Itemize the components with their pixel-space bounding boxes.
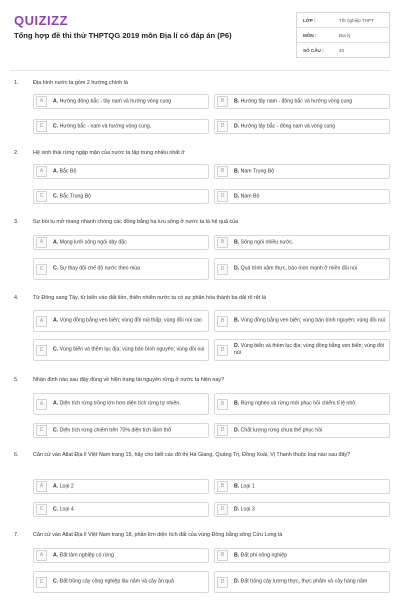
option-letter-box: A <box>36 96 47 107</box>
question-7-option-d[interactable] <box>214 571 390 593</box>
question-2-option-c[interactable] <box>33 189 209 204</box>
question-1-option-c[interactable] <box>33 119 209 134</box>
question-4-option-c[interactable] <box>33 339 209 361</box>
option-content: Đất phi nông nghiệp <box>240 552 288 558</box>
option-letter-box: B <box>217 399 228 410</box>
option-letter-box: B <box>217 166 228 177</box>
option-text <box>53 239 205 246</box>
option-text <box>234 483 386 490</box>
option-text <box>53 506 205 513</box>
option-label: A. <box>53 168 59 174</box>
option-text <box>53 483 205 490</box>
option-label: B. <box>234 317 240 324</box>
option-label: B. <box>234 168 240 174</box>
question-4-option-d[interactable] <box>214 339 390 361</box>
option-text <box>234 427 386 434</box>
question-6-option-b[interactable] <box>214 479 390 494</box>
option-letter-box: D <box>217 425 228 436</box>
option-label: C. <box>53 578 59 585</box>
question-3-option-b[interactable] <box>214 235 390 250</box>
option-label: D. <box>234 123 240 129</box>
option-letter-box: D <box>217 191 228 202</box>
option-letter-box: D <box>217 504 228 515</box>
question-4-option-a[interactable] <box>33 310 209 332</box>
question-text: Căn cứ vào Atlat Địa lí Việt Nam trang 15, hãy cho biết các đô thị Hà Giang, Quảng Trị, Đồng Xoài, Vị Thanh thuộc loại nào sau đây? <box>33 452 351 458</box>
option-letter-box: B <box>217 550 228 561</box>
option-text <box>53 318 205 325</box>
option-label: D. <box>234 578 240 585</box>
option-content: Bắc Trung Bộ <box>59 193 92 199</box>
question-2-option-b[interactable] <box>214 164 390 179</box>
question-3-option-a[interactable] <box>33 235 209 250</box>
option-letter-box: B <box>217 481 228 492</box>
question-5-option-b[interactable] <box>214 393 390 415</box>
option-label: C. <box>53 346 59 353</box>
question-4-option-b[interactable] <box>214 310 390 332</box>
option-content: Hướng tây nam - đông bắc và hướng vòng cung <box>240 98 353 104</box>
question-number: 3. <box>14 219 19 225</box>
option-content: Chất lượng rừng chưa thể phục hồi <box>240 427 323 433</box>
option-content: Loại 3 <box>240 506 255 512</box>
option-content: Nam Trung Bộ <box>240 168 275 174</box>
option-text <box>234 193 386 200</box>
option-content: Vùng biển và thềm lục địa; vùng bán bình nguyên; vùng đồi núi <box>59 346 205 353</box>
question-text: Nhận định nào sau đây đúng về hiện trạng tài nguyên rừng ở nước ta hiện nay? <box>33 377 225 383</box>
option-label: B. <box>234 98 240 104</box>
option-content: Loại 2 <box>59 483 74 489</box>
option-letter-box: C <box>36 504 47 515</box>
question-6-option-c[interactable] <box>33 502 209 517</box>
option-letter-box: D <box>217 121 228 132</box>
question-6-option-a[interactable] <box>33 479 209 494</box>
question-7-option-a[interactable] <box>33 548 209 563</box>
option-label: A. <box>53 98 59 104</box>
option-letter-box: D <box>217 264 228 275</box>
option-label: A. <box>53 400 59 407</box>
option-content: Hướng tây bắc - đông nam và vòng cung <box>240 123 336 129</box>
option-text <box>53 266 205 273</box>
option-content: Bắc Bộ <box>59 168 77 174</box>
option-content: Vùng đồng bằng ven biển; vùng đồi núi thấp; vùng đồi núi cao <box>59 317 202 324</box>
option-letter-box: B <box>217 316 228 327</box>
option-text <box>53 552 205 559</box>
question-text: Hệ sinh thái rừng ngập mặn của nước ta tập trung nhiều nhất ở <box>33 150 185 156</box>
option-label: C. <box>53 123 59 129</box>
option-label: D. <box>234 506 240 512</box>
option-label: C. <box>53 427 59 433</box>
question-number: 6. <box>14 452 19 458</box>
option-label: C. <box>53 506 59 512</box>
option-label: A. <box>53 483 59 489</box>
question-number: 4. <box>14 295 19 301</box>
option-text <box>53 427 205 434</box>
option-letter-box: A <box>36 481 47 492</box>
meta-class-label: LỚP : <box>303 18 316 23</box>
option-label: A. <box>53 317 59 324</box>
question-text: Căn cứ vào Atlat Địa lí Việt Nam trang 18, phần lớn diện tích đất của vùng Đồng bằng sông Cửu Long là <box>33 532 283 538</box>
option-letter-box: A <box>36 550 47 561</box>
meta-count-label: SỐ CÂU : <box>303 48 324 53</box>
question-number: 2. <box>14 150 19 156</box>
option-letter-box: C <box>36 577 47 588</box>
option-label: D. <box>234 427 240 433</box>
option-letter-box: A <box>36 316 47 327</box>
option-content: Loại 1 <box>240 483 255 489</box>
meta-count-value: 40 <box>339 48 345 53</box>
option-letter-box: A <box>36 166 47 177</box>
header-divider <box>10 70 390 71</box>
option-text <box>234 266 386 273</box>
option-content: Đất lâm nghiệp có rừng <box>59 552 114 558</box>
option-text <box>234 168 386 175</box>
document-title: Tổng hợp đề thi thử THPTQG 2019 môn Địa lí có đáp án (P6) <box>14 31 232 40</box>
option-letter-box: A <box>36 399 47 410</box>
option-text <box>53 347 205 354</box>
option-text <box>234 123 386 130</box>
question-3-option-d[interactable] <box>214 258 390 280</box>
meta-subject-label: MÔN : <box>303 33 317 38</box>
question-1-option-a[interactable] <box>33 94 209 109</box>
option-label: D. <box>234 193 240 199</box>
option-text <box>234 552 386 559</box>
question-number: 7. <box>14 532 19 538</box>
option-content: Hướng bắc - nam và hướng vòng cung. <box>59 123 152 129</box>
option-content: Mạng lưới sông ngòi dày đặc <box>59 239 127 245</box>
option-content: Hướng đông bắc - tây nam và hướng vòng cung <box>59 98 172 104</box>
option-label: B. <box>234 400 240 407</box>
question-number: 1. <box>14 80 19 86</box>
option-content: Sự thay đổi chế độ nước theo mùa <box>59 265 141 272</box>
meta-row-subject <box>297 28 389 43</box>
meta-info-box <box>296 12 390 58</box>
question-3-option-c[interactable] <box>33 258 209 280</box>
option-content: Sông ngòi nhiều nước. <box>240 239 294 245</box>
option-text <box>234 318 386 325</box>
option-text <box>234 343 386 357</box>
option-letter-box: C <box>36 425 47 436</box>
option-content: Diện tích rừng chiếm trên 70% diện tích lãnh thổ <box>59 427 171 433</box>
question-2-option-d[interactable] <box>214 189 390 204</box>
quizizz-logo: QUIZIZZ <box>14 13 69 28</box>
option-letter-box: C <box>36 264 47 275</box>
option-text <box>234 98 386 105</box>
option-content: Rừng nghèo và rừng mới phục hồi chiếm tỉ lệ nhỏ. <box>240 400 357 407</box>
document-header <box>0 0 400 64</box>
question-number: 5. <box>14 377 19 383</box>
option-content: Đất trồng cây công nghiệp lâu năm và cây ăn quả <box>59 578 174 585</box>
option-label: C. <box>53 193 59 199</box>
option-content: Quá trình xâm thực, bào mòn mạnh ở miền đồi núi <box>240 265 358 272</box>
option-content: Nam Bộ <box>240 193 260 199</box>
option-text <box>53 193 205 200</box>
option-text <box>234 239 386 246</box>
question-7-option-c[interactable] <box>33 571 209 593</box>
option-label: D. <box>234 343 240 349</box>
option-content: Vùng đồng bằng ven biển; vùng bán bình nguyên; vùng đồi núi <box>240 317 385 324</box>
question-7-option-b[interactable] <box>214 548 390 563</box>
meta-subject-value: Địa lý <box>339 33 351 38</box>
question-1-option-b[interactable] <box>214 94 390 109</box>
option-content: Vùng biển và thềm lục địa; vùng đồng bằng ven biển; vùng đồi núi <box>234 343 384 356</box>
option-text <box>234 401 386 408</box>
option-text <box>53 401 205 408</box>
option-letter-box: B <box>217 237 228 248</box>
question-1-option-d[interactable] <box>214 119 390 134</box>
option-text <box>53 123 205 130</box>
option-letter-box: C <box>36 345 47 356</box>
option-text <box>53 98 205 105</box>
question-6-option-d[interactable] <box>214 502 390 517</box>
option-content: Loại 4 <box>59 506 74 512</box>
option-label: B. <box>234 483 240 489</box>
question-text: Địa hình nước ta gồm 2 hướng chính là <box>33 80 128 86</box>
option-label: B. <box>234 552 240 558</box>
meta-row-class <box>297 13 389 28</box>
option-label: B. <box>234 239 240 245</box>
option-text <box>234 579 386 586</box>
option-letter-box: D <box>217 345 228 356</box>
question-text: Từ Đông sang Tây, từ biển vào đất liền, thiên nhiên nước ta có sự phân hóa thành ba dải rõ rệt là <box>33 295 266 301</box>
option-letter-box: C <box>36 191 47 202</box>
option-text <box>234 506 386 513</box>
option-label: D. <box>234 265 240 272</box>
meta-class-value: Tốt nghiệp THPT <box>339 18 374 23</box>
meta-row-count <box>297 43 389 58</box>
question-5-option-a[interactable] <box>33 393 209 415</box>
option-letter-box: C <box>36 121 47 132</box>
option-label: A. <box>53 239 59 245</box>
question-5-option-d[interactable] <box>214 423 390 438</box>
question-5-option-c[interactable] <box>33 423 209 438</box>
option-content: Đất trồng cây lương thực, thực phẩm và cây hàng năm <box>240 578 368 585</box>
option-letter-box: B <box>217 96 228 107</box>
option-label: C. <box>53 265 59 272</box>
option-text <box>53 579 205 586</box>
option-content: Diện tích rừng trồng lớn hơn diện tích rừng tự nhiên. <box>59 400 181 407</box>
option-letter-box: D <box>217 577 228 588</box>
option-text <box>53 168 205 175</box>
option-letter-box: A <box>36 237 47 248</box>
question-text: Sự bồi tụ mở mang nhanh chóng các đồng bằng hạ lưu sông ở nước ta là hệ quả của <box>33 219 239 225</box>
option-label: A. <box>53 552 59 558</box>
question-2-option-a[interactable] <box>33 164 209 179</box>
